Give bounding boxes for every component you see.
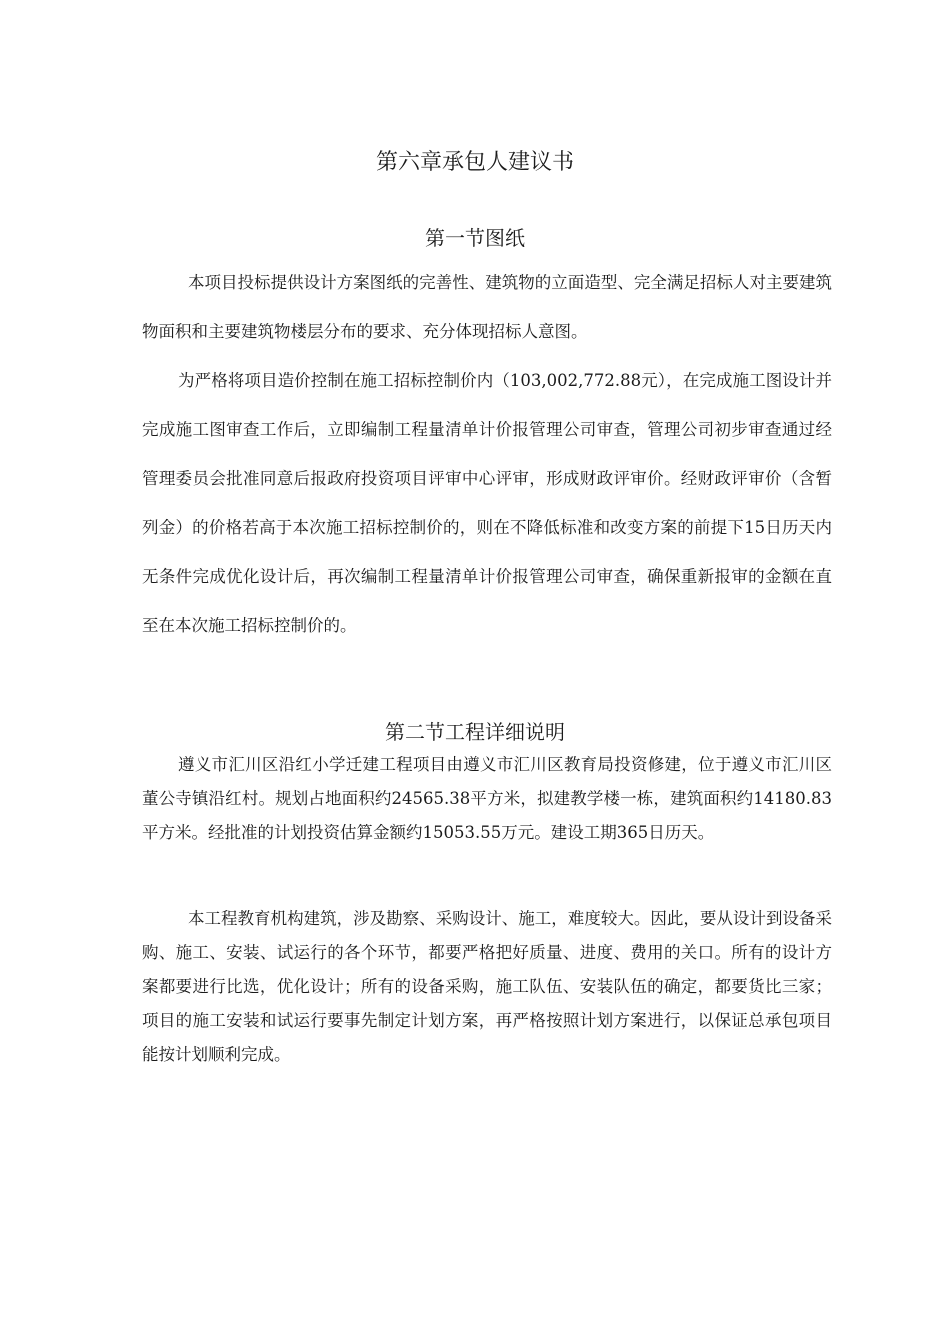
- project-details-paragraph-management: 本工程教育机构建筑，涉及勘察、采购设计、施工，难度较大。因此，要从设计到设备采购、施工、安装、试运行的各个环节，都要严格把好质量、进度、费用的关口。所有的设计方案都要进行比选，优化设计；所有的设备采购，施工队伍、安装队伍的确定，都要货比三家；项目的施工安装和试运行要事先制定计划方案，再严格按照计划方案进行，以保证总承包项目能按计划顺利完成。: [142, 909, 832, 1064]
- section-title-drawings: 第一节图纸: [425, 226, 525, 250]
- project-details-paragraph-overview: 遵义市汇川区沿红小学迁建工程项目由遵义市汇川区教育局投资修建，位于遵义市汇川区董公寺镇沿红村。规划占地面积约24565.38平方米，拟建教学楼一栋，建筑面积约14180.83平方米。经批准的计划投资估算金额约15053.55万元。建设工期365日历天。: [142, 755, 832, 842]
- chapter-title: 第六章承包人建议书: [375, 150, 574, 175]
- drawings-paragraph-cost-control: 为严格将项目造价控制在施工招标控制价内（103,002,772.88元），在完成施工图设计并完成施工图审查工作后，立即编制工程量清单计价报管理公司审查，管理公司初步审查通过经管理委员会批准同意后报政府投资项目评审中心评审，形成财政评审价。经财政评审价（含暂列金）的价格若高于本次施工招标控制价的，则在不降低标准和改变方案的前提下15日历天内无条件完成优化设计后，再次编制工程量清单计价报管理公司审查，确保重新报审的金额在直至在本次施工招标控制价的。: [142, 371, 832, 635]
- section-title-project-details: 第二节工程详细说明: [385, 720, 565, 744]
- drawings-paragraph-design-completeness: 本项目投标提供设计方案图纸的完善性、建筑物的立面造型、完全满足招标人对主要建筑物面积和主要建筑物楼层分布的要求、充分体现招标人意图。: [142, 273, 832, 341]
